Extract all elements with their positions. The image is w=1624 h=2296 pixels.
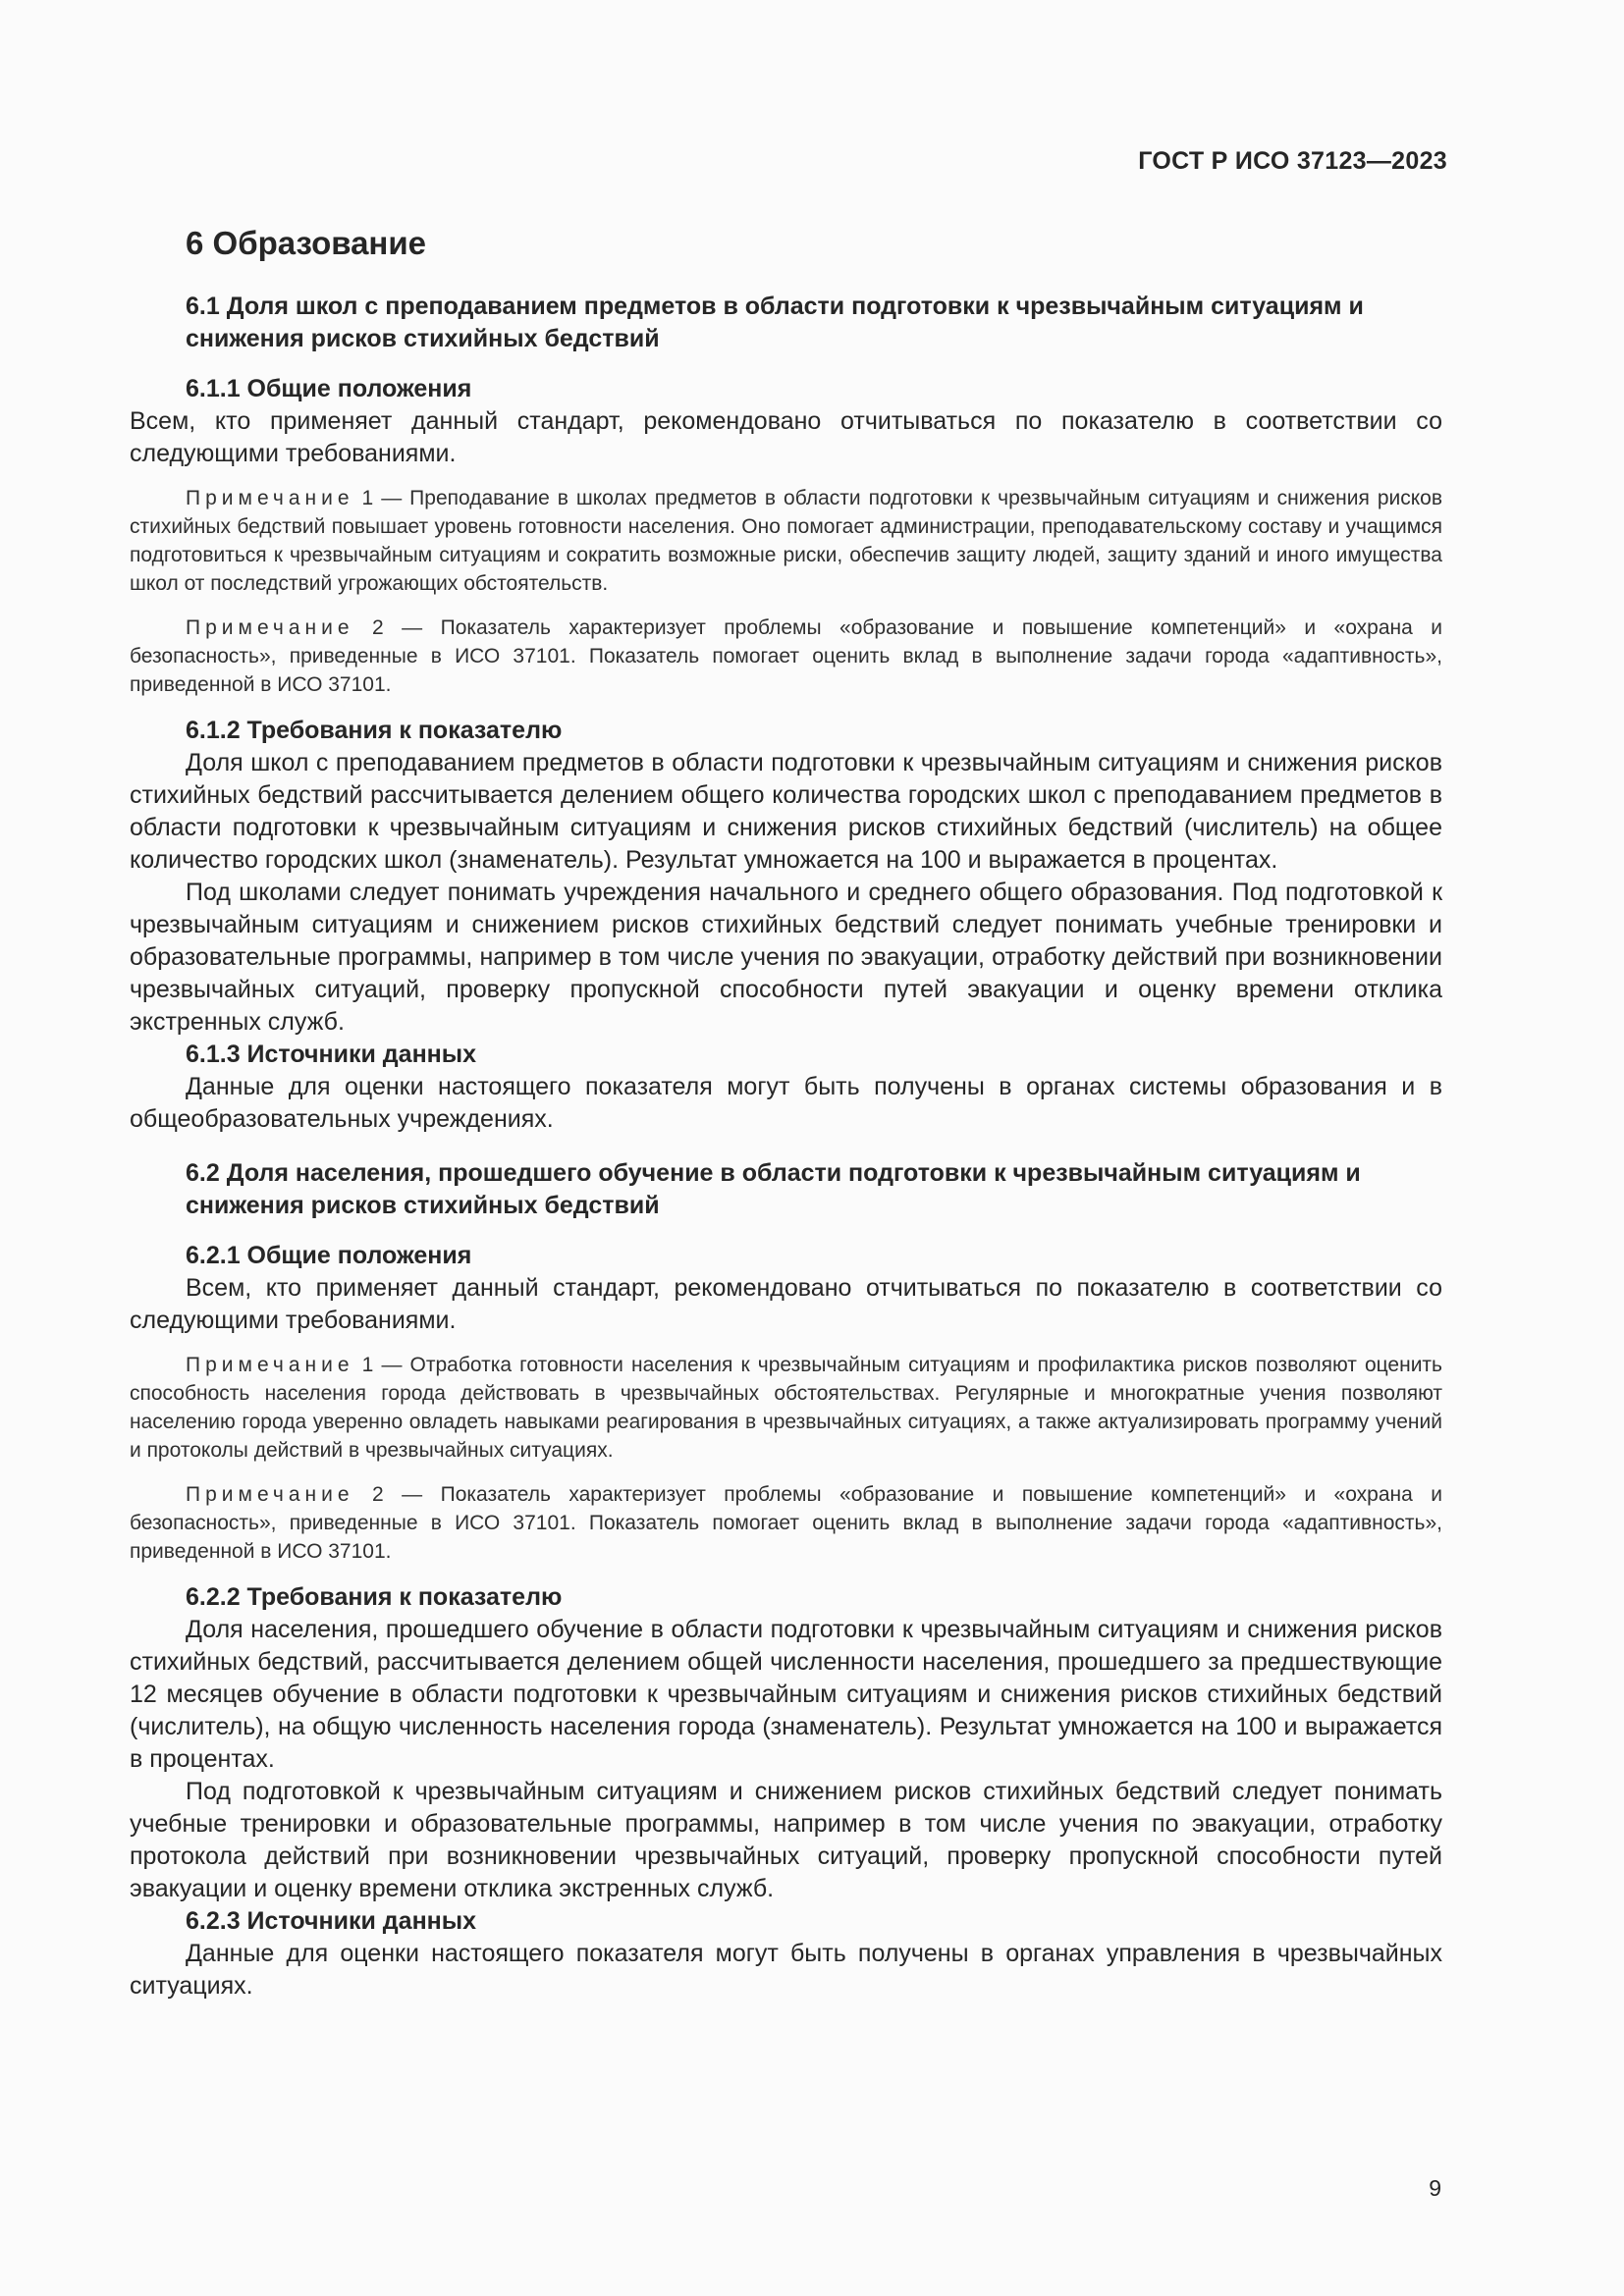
clause-6-1-3-title: 6.1.3 Источники данных bbox=[186, 1041, 477, 1068]
standard-code: ГОСТ Р ИСО 37123—2023 bbox=[1138, 147, 1447, 175]
clause-6-2-1-title: 6.2.1 Общие положения bbox=[186, 1242, 472, 1269]
page-content bbox=[130, 224, 1442, 2002]
note-6-2-1-2 bbox=[130, 1480, 1442, 1566]
note-label: Примечание bbox=[186, 616, 354, 639]
clause-6-2-2-title: 6.2.2 Требования к показателю bbox=[186, 1583, 563, 1611]
clause-6-2-3-text: Данные для оценки настоящего показателя могут быть получены в органах управления в чрезвычайных ситуациях. bbox=[130, 1940, 1442, 2000]
clause-6-2-3-title: 6.2.3 Источники данных bbox=[186, 1907, 477, 1935]
note-label: Примечание bbox=[186, 487, 354, 509]
subsection-6-1-title: 6.1 Доля школ с преподаванием предметов в области подготовки к чрезвычайным ситуациям и снижения рисков стихийных бедствий bbox=[186, 293, 1364, 352]
clause-6-1-1-text bbox=[130, 405, 1442, 470]
note-text: 1 — Отработка готовности населения к чрезвычайным ситуациям и профилактика рисков позволяют оценить способность населения города действовать в чрезвычайных обстоятельствах. Регулярные и многократные учения позволяют населению города уверенно овладеть навыками реагирования в чрезвычайных ситуациях, а также актуализировать программу учений и протоколы действий в чрезвычайных ситуациях. bbox=[130, 1354, 1442, 1462]
clause-6-2-1-text: Всем, кто применяет данный стандарт, рекомендовано отчитываться по показателю в соответствии со следующими требованиями. bbox=[130, 1274, 1442, 1334]
note-6-1-1-1 bbox=[130, 484, 1442, 598]
clause-6-2-2-paragraph-1: Доля населения, прошедшего обучение в области подготовки к чрезвычайным ситуациям и снижения рисков стихийных бедствий, рассчитывается делением общей численности населения, прошедшего за предшествующие 12 месяцев обучение в области подготовки к чрезвычайным ситуациям и снижения рисков стихийных бедствий (числитель), на общую численность населения города (знаменатель). Результат умножается на 100 и выражается в процентах. bbox=[130, 1616, 1442, 1773]
note-6-1-1-2 bbox=[130, 614, 1442, 699]
clause-6-1-2-paragraph-1: Доля школ с преподаванием предметов в области подготовки к чрезвычайным ситуациям и снижения рисков стихийных бедствий рассчитывается делением общего количества городских школ с преподаванием предметов в области подготовки к чрезвычайным ситуациям и снижения рисков стихийных бедствий (числитель) на общее количество городских школ (знаменатель). Результат умножается на 100 и выражается в процентах. bbox=[130, 749, 1442, 874]
page-number: 9 bbox=[1429, 2175, 1441, 2201]
section-gap bbox=[186, 1136, 1442, 1157]
clause-6-1-3-text: Данные для оценки настоящего показателя могут быть получены в органах системы образования и в общеобразовательных учреждениях. bbox=[130, 1073, 1442, 1133]
note-label: Примечание bbox=[186, 1354, 354, 1376]
subsection-6-2-title: 6.2 Доля населения, прошедшего обучение в области подготовки к чрезвычайным ситуациям и снижения рисков стихийных бедствий bbox=[186, 1159, 1361, 1219]
note-6-2-1-1 bbox=[130, 1351, 1442, 1465]
clause-6-1-2-title: 6.1.2 Требования к показателю bbox=[186, 717, 563, 744]
note-text: 2 — Показатель характеризует проблемы «образование и повышение компетенций» и «охрана и безопасность», приведенные в ИСО 37101. Показатель помогает оценить вклад в выполнение задачи города «адаптивность», приведенной в ИСО 37101. bbox=[130, 616, 1442, 696]
clause-6-1-2-paragraph-2: Под школами следует понимать учреждения начального и среднего общего образования. Под подготовкой к чрезвычайным ситуациям и снижением рисков стихийных бедствий следует понимать учебные тренировки и образовательные программы, например в том числе учения по эвакуации, отработку действий при возникновении чрезвычайных ситуаций, проверку пропускной способности путей эвакуации и оценку времени отклика экстренных служб. bbox=[130, 879, 1442, 1036]
note-text: 1 — Преподавание в школах предметов в области подготовки к чрезвычайным ситуациям и снижения рисков стихийных бедствий повышает уровень готовности населения. Оно помогает администрации, преподавательскому составу и учащимся подготовиться к чрезвычайным ситуациям и сократить возможные риски, обеспечив защиту людей, защиту зданий и иного имущества школ от последствий угрожающих обстоятельств. bbox=[130, 487, 1442, 595]
clause-6-2-2-paragraph-2: Под подготовкой к чрезвычайным ситуациям и снижением рисков стихийных бедствий следует понимать учебные тренировки и образовательные программы, например в том числе учения по эвакуации, отработку протокола действий при возникновении чрезвычайных ситуаций, проверку пропускной способности путей эвакуации и оценку времени отклика экстренных служб. bbox=[130, 1778, 1442, 1902]
note-label: Примечание bbox=[186, 1483, 354, 1506]
note-text: 2 — Показатель характеризует проблемы «образование и повышение компетенций» и «охрана и безопасность», приведенные в ИСО 37101. Показатель помогает оценить вклад в выполнение задачи города «адаптивность», приведенной в ИСО 37101. bbox=[130, 1483, 1442, 1563]
section-title: 6 Образование bbox=[186, 225, 427, 261]
clause-6-1-1-title: 6.1.1 Общие положения bbox=[186, 375, 472, 402]
clause-6-1-1-text-body: Всем, кто применяет данный стандарт, рекомендовано отчитываться по показателю в соответствии со следующими требованиями. bbox=[130, 407, 1442, 467]
